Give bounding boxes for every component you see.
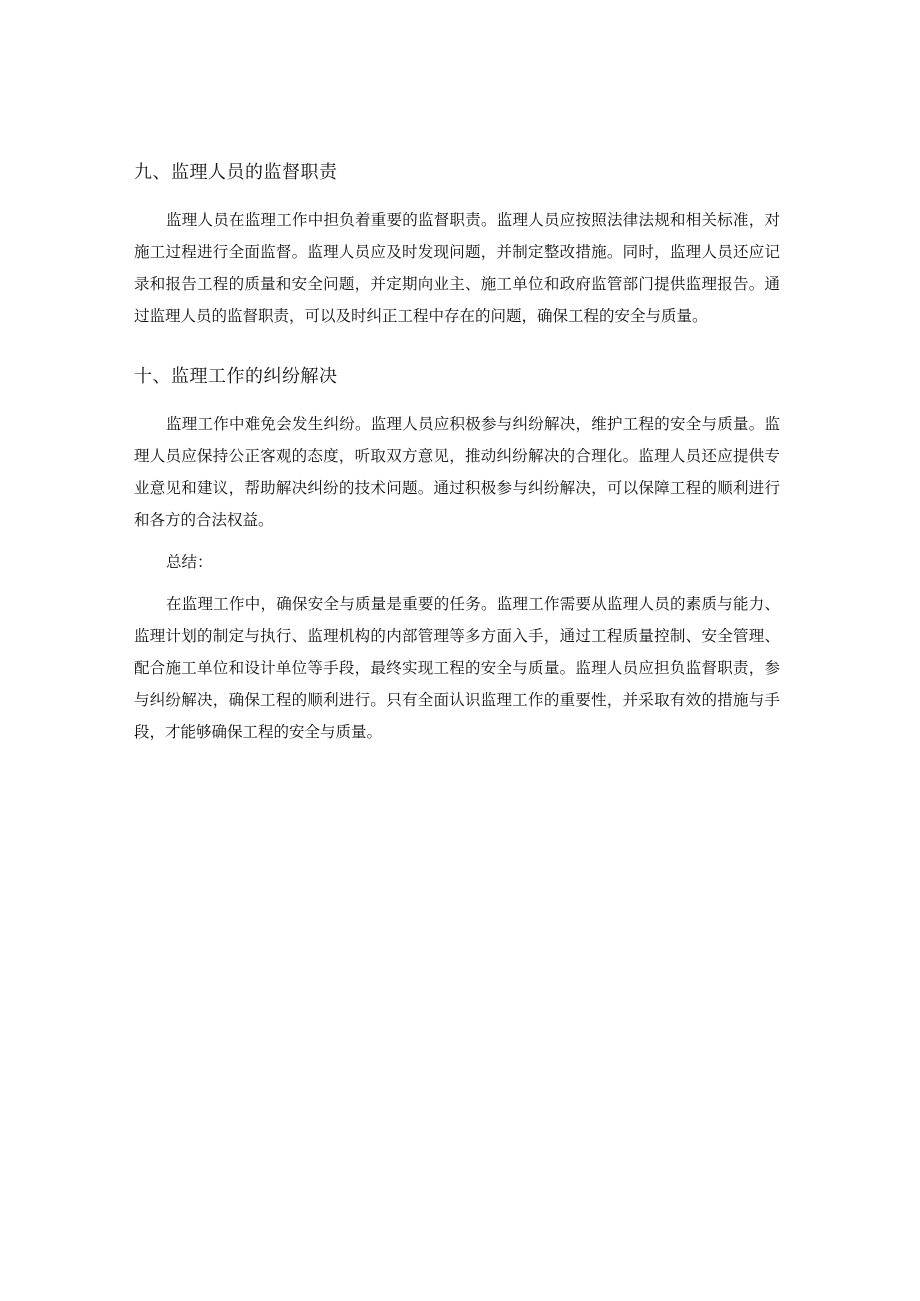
document-page — [134, 150, 780, 748]
section-paragraph-supervision-duties: 监理人员在监理工作中担负着重要的监督职责。监理人员应按照法律法规和相关标准，对施工过程进行全面监督。监理人员应及时发现问题，并制定整改措施。同时，监理人员还应记录和报告工程的质量和安全问题，并定期向业主、施工单位和政府监管部门提供监理报告。通过监理人员的监督职责，可以及时纠正工程中存在的问题，确保工程的安全与质量。 — [134, 211, 780, 325]
summary-paragraph: 在监理工作中，确保安全与质量是重要的任务。监理工作需要从监理人员的素质与能力、监理计划的制定与执行、监理机构的内部管理等多方面入手，通过工程质量控制、安全管理、配合施工单位和设计单位等手段，最终实现工程的安全与质量。监理人员应担负监督职责，参与纠纷解决，确保工程的顺利进行。只有全面认识监理工作的重要性，并采取有效的措施与手段，才能够确保工程的安全与质量。 — [134, 595, 780, 741]
section-paragraph-dispute-resolution: 监理工作中难免会发生纠纷。监理人员应积极参与纠纷解决，维护工程的安全与质量。监理人员应保持公正客观的态度，听取双方意见，推动纠纷解决的合理化。监理人员还应提供专业意见和建议，帮助解决纠纷的技术问题。通过积极参与纠纷解决，可以保障工程的顺利进行和各方的合法权益。 — [134, 415, 780, 529]
section-heading-supervision-duties: 九、监理人员的监督职责 — [134, 162, 338, 183]
summary-label: 总结： — [166, 553, 213, 571]
section-heading-dispute-resolution: 十、监理工作的纠纷解决 — [134, 366, 338, 387]
